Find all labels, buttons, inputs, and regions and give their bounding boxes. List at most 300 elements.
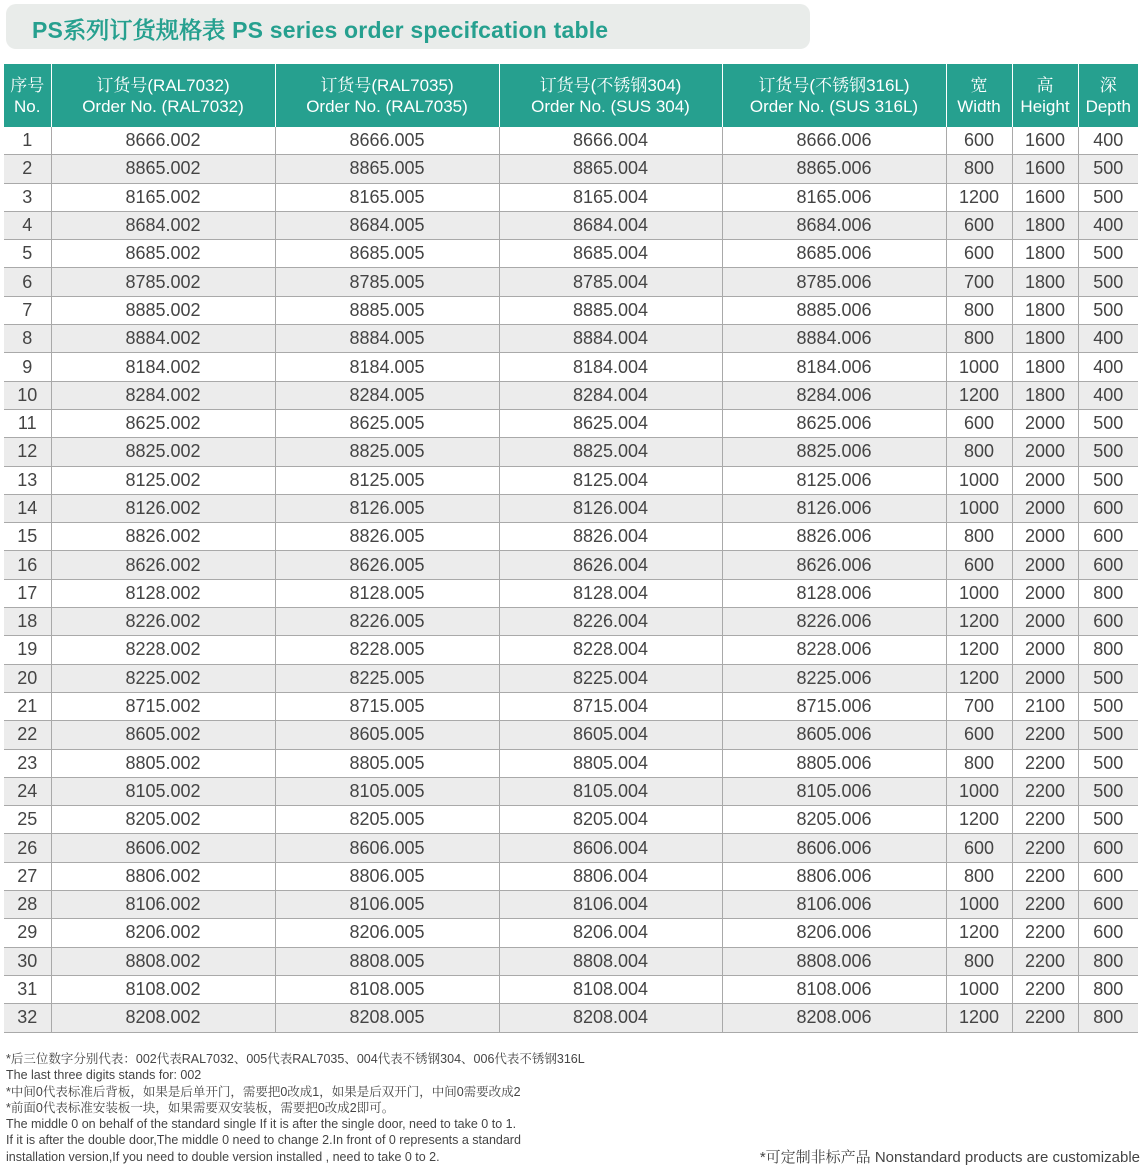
table-body xyxy=(4,127,1138,1032)
table-cell: 8105.002 xyxy=(51,777,275,805)
table-cell: 2100 xyxy=(1012,692,1078,720)
table-cell: 8885.005 xyxy=(275,296,499,324)
table-cell: 8884.002 xyxy=(51,325,275,353)
table-cell: 8125.004 xyxy=(499,466,722,494)
table-cell: 3 xyxy=(4,183,51,211)
footnote-line: *中间0代表标准后背板，如果是后单开门，需要把0改成1，如果是后双开门，中间0需要改成2 xyxy=(6,1084,521,1099)
table-cell: 8105.006 xyxy=(722,777,946,805)
table-cell: 8865.002 xyxy=(51,155,275,183)
table-cell: 27 xyxy=(4,862,51,890)
table-cell: 23 xyxy=(4,749,51,777)
table-cell: 1000 xyxy=(946,777,1012,805)
table-cell: 2000 xyxy=(1012,608,1078,636)
table-row xyxy=(4,777,1138,805)
table-cell: 1200 xyxy=(946,183,1012,211)
table-cell: 8125.005 xyxy=(275,466,499,494)
table-cell: 8184.002 xyxy=(51,353,275,381)
table-cell: 8165.004 xyxy=(499,183,722,211)
table-cell: 600 xyxy=(946,127,1012,155)
table-cell: 8606.006 xyxy=(722,834,946,862)
table-cell: 1000 xyxy=(946,494,1012,522)
table-cell: 1600 xyxy=(1012,155,1078,183)
table-cell: 8226.002 xyxy=(51,608,275,636)
table-cell: 8865.006 xyxy=(722,155,946,183)
table-cell: 8884.004 xyxy=(499,325,722,353)
table-cell: 8805.004 xyxy=(499,749,722,777)
table-cell: 8228.002 xyxy=(51,636,275,664)
table-cell: 500 xyxy=(1078,466,1138,494)
table-cell: 8284.005 xyxy=(275,381,499,409)
table-row xyxy=(4,268,1138,296)
table-cell: 8105.004 xyxy=(499,777,722,805)
table-cell: 1800 xyxy=(1012,353,1078,381)
table-cell: 800 xyxy=(946,438,1012,466)
table-cell: 17 xyxy=(4,579,51,607)
table-cell: 800 xyxy=(1078,579,1138,607)
table-cell: 8684.005 xyxy=(275,211,499,239)
table-cell: 8805.005 xyxy=(275,749,499,777)
title-bar xyxy=(6,4,810,49)
column-header-cn: 高 xyxy=(1036,75,1054,95)
table-cell: 8685.002 xyxy=(51,240,275,268)
table-cell: 8165.002 xyxy=(51,183,275,211)
table-cell: 8206.004 xyxy=(499,919,722,947)
table-cell: 500 xyxy=(1078,438,1138,466)
table-cell: 8805.006 xyxy=(722,749,946,777)
footnotes xyxy=(6,1051,706,1165)
table-cell: 8228.004 xyxy=(499,636,722,664)
table-cell: 8108.002 xyxy=(51,975,275,1003)
table-cell: 2200 xyxy=(1012,891,1078,919)
table-cell: 8126.005 xyxy=(275,494,499,522)
table-cell: 8108.005 xyxy=(275,975,499,1003)
footnote-line: The last three digits stands for: 002 xyxy=(6,1068,202,1083)
footnote-line: installation version,If you need to double version installed , need to take 0 to 2. xyxy=(6,1149,440,1164)
table-cell: 8885.006 xyxy=(722,296,946,324)
table-cell: 1000 xyxy=(946,353,1012,381)
table-cell: 8205.004 xyxy=(499,806,722,834)
table-cell: 22 xyxy=(4,721,51,749)
table-row xyxy=(4,692,1138,720)
page-title: PS系列订货规格表 PS series order specifcation table xyxy=(32,17,609,43)
table-cell: 8885.002 xyxy=(51,296,275,324)
table-cell: 8208.006 xyxy=(722,1004,946,1032)
table-cell: 2000 xyxy=(1012,438,1078,466)
table-cell: 2000 xyxy=(1012,636,1078,664)
table-cell: 8226.006 xyxy=(722,608,946,636)
table-cell: 8785.005 xyxy=(275,268,499,296)
column-header-en: Order No. (RAL7032) xyxy=(82,96,244,116)
table-cell: 1200 xyxy=(946,1004,1012,1032)
table-cell: 8226.004 xyxy=(499,608,722,636)
table-cell: 1800 xyxy=(1012,240,1078,268)
column-header-cn: 订货号(不锈钢304) xyxy=(539,75,682,95)
table-cell: 8128.005 xyxy=(275,579,499,607)
column-header xyxy=(275,64,499,127)
table-cell: 8884.006 xyxy=(722,325,946,353)
column-header xyxy=(1078,64,1138,127)
table-cell: 8206.006 xyxy=(722,919,946,947)
table-cell: 8225.004 xyxy=(499,664,722,692)
table-row xyxy=(4,891,1138,919)
table-row xyxy=(4,1004,1138,1032)
table-cell: 8128.006 xyxy=(722,579,946,607)
table-cell: 8865.005 xyxy=(275,155,499,183)
table-cell: 4 xyxy=(4,211,51,239)
table-cell: 400 xyxy=(1078,353,1138,381)
table-cell: 2000 xyxy=(1012,494,1078,522)
column-header xyxy=(722,64,946,127)
column-header-en: Order No. (SUS 316L) xyxy=(749,96,919,116)
table-cell: 8184.006 xyxy=(722,353,946,381)
table-cell: 8105.005 xyxy=(275,777,499,805)
table-cell: 2200 xyxy=(1012,749,1078,777)
table-cell: 30 xyxy=(4,947,51,975)
table-row xyxy=(4,240,1138,268)
column-header-cn: 订货号(RAL7035) xyxy=(320,75,454,95)
table-header-row xyxy=(4,64,1138,127)
table-cell: 8825.005 xyxy=(275,438,499,466)
table-row xyxy=(4,834,1138,862)
column-header-en: Order No. (SUS 304) xyxy=(531,96,690,116)
table-cell: 8184.004 xyxy=(499,353,722,381)
table-cell: 1000 xyxy=(946,579,1012,607)
table-cell: 25 xyxy=(4,806,51,834)
table-cell: 8165.006 xyxy=(722,183,946,211)
table-cell: 1200 xyxy=(946,806,1012,834)
table-cell: 500 xyxy=(1078,721,1138,749)
table-cell: 8108.006 xyxy=(722,975,946,1003)
table-cell: 5 xyxy=(4,240,51,268)
table-cell: 2 xyxy=(4,155,51,183)
table-cell: 600 xyxy=(1078,551,1138,579)
column-header-cn: 深 xyxy=(1099,75,1117,95)
table-cell: 1 xyxy=(4,127,51,155)
table-cell: 8805.002 xyxy=(51,749,275,777)
table-row xyxy=(4,438,1138,466)
table-cell: 10 xyxy=(4,381,51,409)
table-cell: 8666.002 xyxy=(51,127,275,155)
table-cell: 8106.004 xyxy=(499,891,722,919)
table-row xyxy=(4,296,1138,324)
table-row xyxy=(4,523,1138,551)
table-cell: 400 xyxy=(1078,127,1138,155)
table-row xyxy=(4,579,1138,607)
table-cell: 8884.005 xyxy=(275,325,499,353)
table-cell: 8808.004 xyxy=(499,947,722,975)
column-header-en: No. xyxy=(14,96,41,116)
table-cell: 8826.006 xyxy=(722,523,946,551)
table-cell: 8284.004 xyxy=(499,381,722,409)
table-cell: 8208.004 xyxy=(499,1004,722,1032)
table-cell: 1800 xyxy=(1012,296,1078,324)
column-header-cn: 宽 xyxy=(970,75,988,95)
table-cell: 1200 xyxy=(946,664,1012,692)
table-cell: 8108.004 xyxy=(499,975,722,1003)
table-cell: 8128.004 xyxy=(499,579,722,607)
column-header-cn: 订货号(不锈钢316L) xyxy=(758,75,910,95)
table-cell: 8685.004 xyxy=(499,240,722,268)
table-cell: 8226.005 xyxy=(275,608,499,636)
table-row xyxy=(4,806,1138,834)
table-cell: 1800 xyxy=(1012,381,1078,409)
table-cell: 500 xyxy=(1078,268,1138,296)
table-cell: 600 xyxy=(946,211,1012,239)
table-cell: 8715.006 xyxy=(722,692,946,720)
table-cell: 19 xyxy=(4,636,51,664)
table-cell: 800 xyxy=(946,947,1012,975)
table-cell: 8715.002 xyxy=(51,692,275,720)
column-header xyxy=(946,64,1012,127)
table-cell: 8826.002 xyxy=(51,523,275,551)
table-cell: 8605.005 xyxy=(275,721,499,749)
table-cell: 500 xyxy=(1078,777,1138,805)
table-cell: 500 xyxy=(1078,240,1138,268)
table-cell: 8625.005 xyxy=(275,409,499,437)
table-cell: 8806.005 xyxy=(275,862,499,890)
table-cell: 8208.005 xyxy=(275,1004,499,1032)
table-row xyxy=(4,919,1138,947)
table-cell: 700 xyxy=(946,692,1012,720)
column-header-en: Order No. (RAL7035) xyxy=(306,96,468,116)
table-cell: 2200 xyxy=(1012,721,1078,749)
table-cell: 2000 xyxy=(1012,551,1078,579)
table-cell: 8785.004 xyxy=(499,268,722,296)
table-cell: 8806.004 xyxy=(499,862,722,890)
table-cell: 8106.005 xyxy=(275,891,499,919)
column-header xyxy=(499,64,722,127)
table-cell: 600 xyxy=(946,721,1012,749)
table-cell: 600 xyxy=(1078,919,1138,947)
table-cell: 8666.005 xyxy=(275,127,499,155)
table-cell: 2000 xyxy=(1012,409,1078,437)
table-cell: 8826.005 xyxy=(275,523,499,551)
footnote-line: If it is after the double door,The middle 0 need to change 2.In front of 0 represents a standard xyxy=(6,1133,521,1148)
table-cell: 8228.005 xyxy=(275,636,499,664)
table-cell: 2200 xyxy=(1012,1004,1078,1032)
table-cell: 8785.002 xyxy=(51,268,275,296)
table-cell: 600 xyxy=(946,409,1012,437)
table-cell: 8865.004 xyxy=(499,155,722,183)
table-cell: 8126.004 xyxy=(499,494,722,522)
table-cell: 8605.006 xyxy=(722,721,946,749)
table-row xyxy=(4,636,1138,664)
table-cell: 600 xyxy=(1078,608,1138,636)
table-cell: 8205.006 xyxy=(722,806,946,834)
table-cell: 21 xyxy=(4,692,51,720)
table-cell: 600 xyxy=(1078,862,1138,890)
table-cell: 1000 xyxy=(946,466,1012,494)
table-cell: 1600 xyxy=(1012,183,1078,211)
table-cell: 2200 xyxy=(1012,975,1078,1003)
table-cell: 6 xyxy=(4,268,51,296)
table-cell: 8684.004 xyxy=(499,211,722,239)
table-cell: 1200 xyxy=(946,381,1012,409)
table-cell: 8626.005 xyxy=(275,551,499,579)
table-cell: 8205.005 xyxy=(275,806,499,834)
table-cell: 16 xyxy=(4,551,51,579)
table-cell: 8125.002 xyxy=(51,466,275,494)
table-cell: 8806.002 xyxy=(51,862,275,890)
table-cell: 8606.004 xyxy=(499,834,722,862)
table-cell: 1000 xyxy=(946,975,1012,1003)
table-cell: 800 xyxy=(946,862,1012,890)
table-cell: 12 xyxy=(4,438,51,466)
table-cell: 500 xyxy=(1078,664,1138,692)
table-cell: 8626.004 xyxy=(499,551,722,579)
table-cell: 1200 xyxy=(946,919,1012,947)
table-row xyxy=(4,466,1138,494)
table-cell: 1600 xyxy=(1012,127,1078,155)
table-cell: 600 xyxy=(1078,834,1138,862)
table-cell: 8806.006 xyxy=(722,862,946,890)
footnote-line: The middle 0 on behalf of the standard single If it is after the single door, need to take 0 to 1. xyxy=(6,1117,517,1132)
table-cell: 8126.002 xyxy=(51,494,275,522)
table-row xyxy=(4,947,1138,975)
table-cell: 11 xyxy=(4,409,51,437)
table-cell: 800 xyxy=(946,749,1012,777)
table-cell: 500 xyxy=(1078,692,1138,720)
column-header xyxy=(51,64,275,127)
table-cell: 2200 xyxy=(1012,919,1078,947)
table-cell: 32 xyxy=(4,1004,51,1032)
table-row xyxy=(4,975,1138,1003)
table-cell: 400 xyxy=(1078,211,1138,239)
table-cell: 18 xyxy=(4,608,51,636)
table-cell: 500 xyxy=(1078,749,1138,777)
table-cell: 500 xyxy=(1078,183,1138,211)
table-row xyxy=(4,409,1138,437)
table-cell: 800 xyxy=(946,155,1012,183)
table-cell: 600 xyxy=(1078,523,1138,551)
column-header-en: Width xyxy=(957,96,1001,116)
table-cell: 28 xyxy=(4,891,51,919)
table-cell: 800 xyxy=(946,296,1012,324)
table-cell: 2200 xyxy=(1012,947,1078,975)
table-row xyxy=(4,325,1138,353)
table-cell: 8685.005 xyxy=(275,240,499,268)
table-row xyxy=(4,721,1138,749)
table-cell: 2000 xyxy=(1012,579,1078,607)
column-header xyxy=(1012,64,1078,127)
table-cell: 24 xyxy=(4,777,51,805)
table-cell: 8808.006 xyxy=(722,947,946,975)
table-cell: 31 xyxy=(4,975,51,1003)
table-cell: 8785.006 xyxy=(722,268,946,296)
table-cell: 600 xyxy=(946,551,1012,579)
table-cell: 2200 xyxy=(1012,806,1078,834)
table-cell: 8685.006 xyxy=(722,240,946,268)
table-row xyxy=(4,551,1138,579)
table-cell: 8606.002 xyxy=(51,834,275,862)
table-cell: 8826.004 xyxy=(499,523,722,551)
table-cell: 8825.004 xyxy=(499,438,722,466)
table-row xyxy=(4,608,1138,636)
table-cell: 8605.004 xyxy=(499,721,722,749)
table-row xyxy=(4,664,1138,692)
table-cell: 9 xyxy=(4,353,51,381)
table-row xyxy=(4,127,1138,155)
table-cell: 8225.002 xyxy=(51,664,275,692)
table-cell: 400 xyxy=(1078,381,1138,409)
column-header-cn: 序号 xyxy=(10,75,45,95)
table-cell: 800 xyxy=(946,325,1012,353)
table-row xyxy=(4,862,1138,890)
table-cell: 8606.005 xyxy=(275,834,499,862)
table-cell: 8184.005 xyxy=(275,353,499,381)
table-cell: 8715.004 xyxy=(499,692,722,720)
table-cell: 500 xyxy=(1078,296,1138,324)
table-cell: 8 xyxy=(4,325,51,353)
table-cell: 600 xyxy=(946,834,1012,862)
table-cell: 2200 xyxy=(1012,862,1078,890)
table-cell: 8684.006 xyxy=(722,211,946,239)
table-row xyxy=(4,155,1138,183)
footnote-line: *前面0代表标准安装板一块，如果需要双安装板，需要把0改成2即可。 xyxy=(6,1100,395,1115)
table-cell: 2200 xyxy=(1012,777,1078,805)
table-cell: 400 xyxy=(1078,325,1138,353)
table-cell: 8808.002 xyxy=(51,947,275,975)
table-cell: 2000 xyxy=(1012,466,1078,494)
table-cell: 8126.006 xyxy=(722,494,946,522)
table-cell: 600 xyxy=(946,240,1012,268)
table-cell: 500 xyxy=(1078,806,1138,834)
table-row xyxy=(4,381,1138,409)
table-cell: 1000 xyxy=(946,891,1012,919)
table-cell: 8128.002 xyxy=(51,579,275,607)
table-cell: 8125.006 xyxy=(722,466,946,494)
table-cell: 8666.006 xyxy=(722,127,946,155)
table-cell: 8626.006 xyxy=(722,551,946,579)
table-cell: 8225.005 xyxy=(275,664,499,692)
table-cell: 8208.002 xyxy=(51,1004,275,1032)
table-cell: 8625.002 xyxy=(51,409,275,437)
table-cell: 8666.004 xyxy=(499,127,722,155)
table-cell: 20 xyxy=(4,664,51,692)
table-cell: 2200 xyxy=(1012,834,1078,862)
table-row xyxy=(4,211,1138,239)
table-row xyxy=(4,353,1138,381)
table-cell: 8625.004 xyxy=(499,409,722,437)
table-cell: 1800 xyxy=(1012,268,1078,296)
table-cell: 8715.005 xyxy=(275,692,499,720)
column-header-cn: 订货号(RAL7032) xyxy=(96,75,230,95)
table-cell: 8106.002 xyxy=(51,891,275,919)
table-cell: 26 xyxy=(4,834,51,862)
table-cell: 8885.004 xyxy=(499,296,722,324)
table-cell: 800 xyxy=(1078,947,1138,975)
table-cell: 15 xyxy=(4,523,51,551)
table-cell: 8605.002 xyxy=(51,721,275,749)
table-cell: 600 xyxy=(1078,891,1138,919)
table-cell: 8206.002 xyxy=(51,919,275,947)
table-cell: 500 xyxy=(1078,155,1138,183)
spec-table xyxy=(4,64,1138,1033)
table-cell: 1200 xyxy=(946,636,1012,664)
table-cell: 600 xyxy=(1078,494,1138,522)
column-header-en: Height xyxy=(1020,96,1070,116)
table-cell: 800 xyxy=(1078,975,1138,1003)
custom-note: *可定制非标产品 Nonstandard products are customizable xyxy=(759,1149,1140,1166)
table-cell: 8808.005 xyxy=(275,947,499,975)
table-cell: 8165.005 xyxy=(275,183,499,211)
table-cell: 7 xyxy=(4,296,51,324)
table-cell: 1200 xyxy=(946,608,1012,636)
table-cell: 700 xyxy=(946,268,1012,296)
table-cell: 8206.005 xyxy=(275,919,499,947)
table-cell: 800 xyxy=(1078,636,1138,664)
footnote-line: *后三位数字分别代表：002代表RAL7032、005代表RAL7035、004代表不锈钢304、006代表不锈钢316L xyxy=(6,1052,585,1066)
